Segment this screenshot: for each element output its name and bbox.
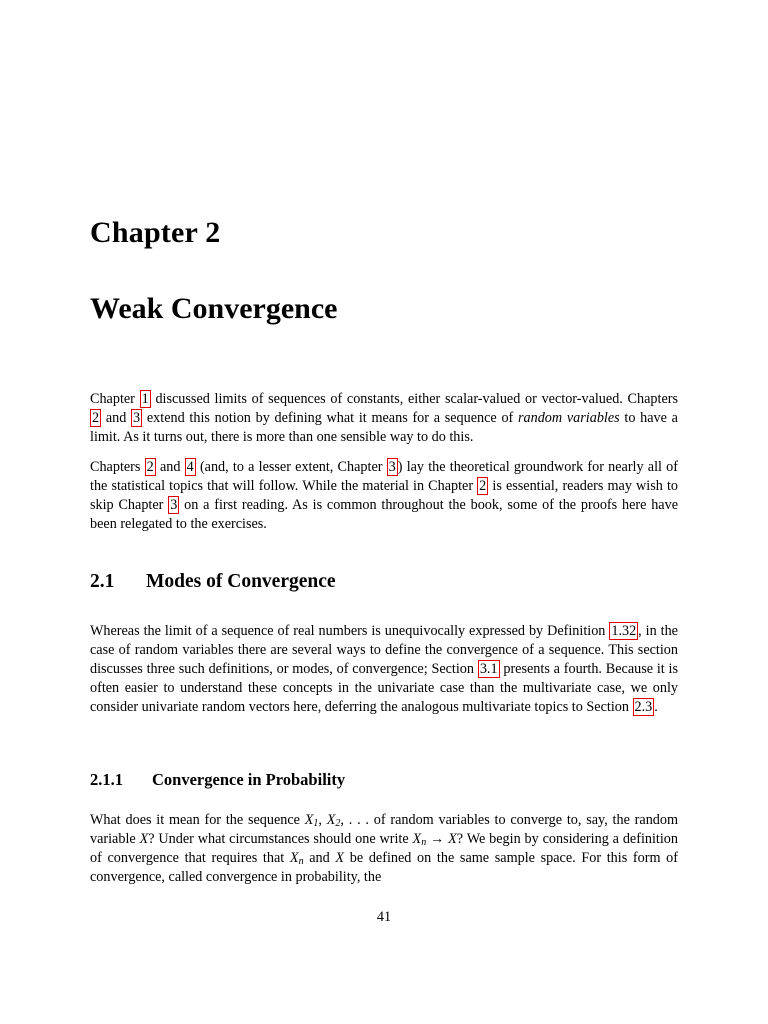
chapter-link-2[interactable]: 2 bbox=[92, 410, 100, 426]
section-paragraph: Whereas the limit of a sequence of real numbers is unequivocally expressed by Definition 1.32 , in the case of random variables there are several ways to define the convergence of a sequence. This section discusses three such definitions, or modes, of convergence; Section 3.1 presents a fourth. Because it is often easier to understand these concepts in the univariate case than the multivariate case, we only consider univariate random vectors here, deferring the analogous multivariate topics to Section 2.3 . bbox=[90, 623, 679, 715]
chapter-link-1[interactable]: 1 bbox=[141, 391, 149, 407]
chapter-link-3[interactable]: 3 bbox=[170, 497, 178, 513]
page-number: 41 bbox=[376, 909, 392, 925]
subsection-heading bbox=[90, 770, 345, 790]
subsection-number: 2.1.1 bbox=[90, 770, 123, 789]
section-title: Modes of Convergence bbox=[146, 571, 336, 592]
emphasis-random-variables: random variables bbox=[518, 410, 620, 426]
definition-link[interactable]: 1.32 bbox=[611, 623, 637, 639]
chapter-link-4[interactable]: 4 bbox=[186, 459, 194, 475]
chapter-link-3[interactable]: 3 bbox=[133, 410, 141, 426]
subsection-title: Convergence in Probability bbox=[152, 770, 346, 789]
chapter-link-3[interactable]: 3 bbox=[388, 459, 396, 475]
section-number: 2.1 bbox=[90, 571, 115, 592]
subsection-paragraph: What does it mean for the sequence $X_1$, $X_2$, . . . of random variables to converge to, say, the random variable X? Under what circumstances should one write $X_n \to X$? We begin by considering a definition of convergence that requires that $X_n$ and X be defined on the same sample space. For this form of convergence, called convergence in probability, the bbox=[90, 812, 679, 885]
intro-paragraph-1: Chapter 1 discussed limits of sequences of constants, either scalar-valued or vector-valued. Chapters 2 and 3 extend this notion by defining what it means for a sequence of random variables to have a limit. As it turns out, there is more than one sensible way to do this. bbox=[90, 391, 678, 445]
intro-paragraph-2: Chapters 2 and 4 (and, to a lesser extent, Chapter 3 ) lay the theoretical groundwork for nearly all of the statistical topics that will follow. While the material in Chapter 2 is essential, readers may wish to skip Chapter 3 on a first reading. As is common throughout the book, some of the proofs here have been relegated to the exercises. bbox=[90, 459, 678, 532]
chapter-link-2[interactable]: 2 bbox=[479, 478, 487, 494]
section-link-2-3[interactable]: 2.3 bbox=[634, 699, 653, 715]
chapter-label: Chapter 2 bbox=[90, 216, 221, 249]
chapter-title: Weak Convergence bbox=[90, 292, 338, 325]
chapter-link-2[interactable]: 2 bbox=[146, 459, 154, 475]
section-heading bbox=[90, 571, 336, 593]
section-link-3-1[interactable]: 3.1 bbox=[479, 661, 498, 677]
